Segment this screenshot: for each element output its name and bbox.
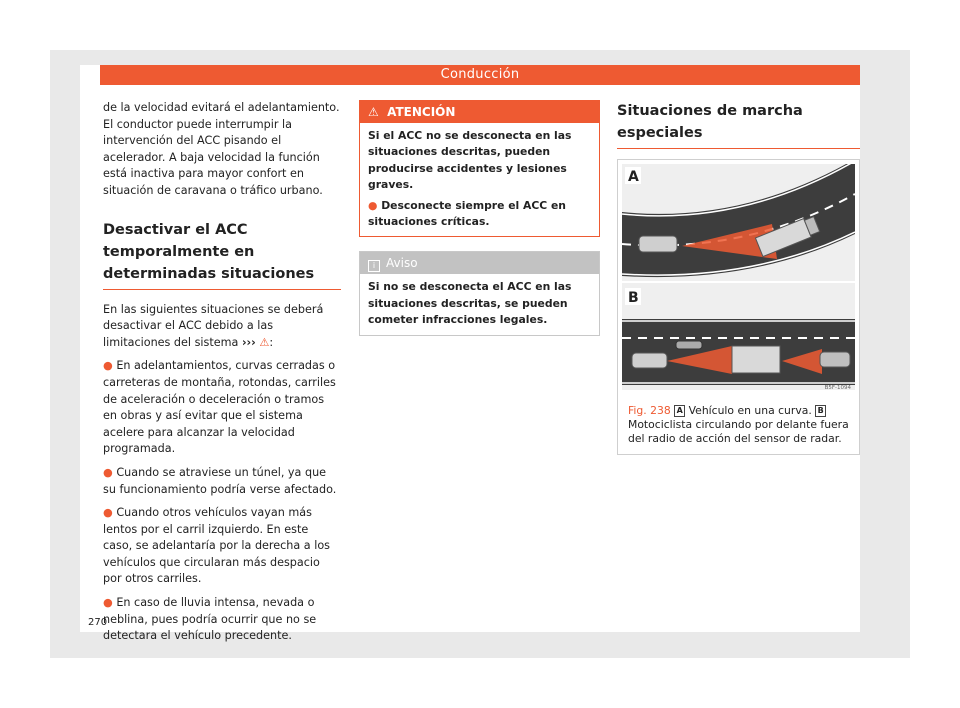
note-header: i Aviso — [360, 252, 599, 274]
panel-a-label: A — [628, 169, 639, 185]
lead-paragraph: En las siguientes situaciones se deberá desactivar el ACC debido a las limitaciones del sistema ››› ⚠: — [103, 302, 324, 349]
warning-triangle-icon: ⚠ — [259, 335, 270, 349]
column-left — [103, 100, 341, 645]
figure-code: B5F-1094 — [824, 385, 851, 390]
list-item: ● Cuando se atraviese un túnel, ya que su funcionamiento podría verse afectado. — [103, 465, 337, 496]
truck-icon — [732, 346, 780, 373]
list-item: ● En caso de lluvia intensa, nevada o neblina, pues podría ocurrir que no se detectara el vehículo precedente. — [103, 596, 317, 643]
bullet-icon: ● — [368, 198, 378, 212]
figure-caption: Fig. 238 A Vehículo en una curva. B Motociclista circulando por delante fuera del radio de acción del sensor de radar. — [628, 403, 849, 445]
car-icon — [820, 352, 850, 367]
column-right — [617, 100, 860, 455]
bullet-icon: ● — [103, 506, 113, 520]
bullet-icon: ● — [103, 359, 113, 373]
bullet-icon: ● — [103, 465, 113, 479]
list-item: ● Cuando otros vehículos vayan más lentos por el carril izquierdo. En este caso, se adelantaría por la derecha a los vehículos que circularan más despacio por otros carriles. — [103, 506, 331, 586]
warning-triangle-icon: ⚠ — [368, 105, 379, 119]
note-body: Si no se desconecta el ACC en las situaciones descritas, se pueden cometer infracciones legales. — [368, 280, 572, 327]
car-icon — [639, 236, 677, 252]
label-a-icon: A — [674, 405, 685, 417]
section-header: Conducción — [100, 65, 860, 85]
section-heading: Desactivar el ACC temporalmente en determinadas situaciones — [103, 219, 341, 290]
list-item: ● En adelantamientos, curvas cerradas o carreteras de montaña, rotondas, carriles de aceleración o deceleración o tramos en obras y así evitar que el sistema acelere para alcanzar la velocidad programada. — [103, 359, 336, 456]
driving-situations-illustration — [622, 164, 855, 390]
car-icon — [632, 353, 667, 368]
panel-b — [622, 283, 855, 390]
cross-reference[interactable]: ››› — [241, 335, 256, 349]
attention-header: ⚠ ATENCIÓN — [360, 101, 599, 123]
panel-b-label: B — [628, 290, 639, 306]
page-number: 270 — [88, 617, 108, 628]
column-middle — [359, 100, 600, 336]
attention-body: Si el ACC no se desconecta en las situaciones descritas, pueden producirse accidentes y lesiones graves. ● Desconecte siempre el ACC en situaciones críticas. — [368, 129, 572, 229]
panel-a — [622, 164, 855, 281]
attention-box — [359, 100, 600, 237]
bullet-icon: ● — [103, 596, 113, 610]
intro-paragraph: de la velocidad evitará el adelantamiento. El conductor puede interrumpir la intervención del ACC pisando el acelerador. A baja velocidad la función está inactiva para mayor confort en situación de caravana o tráfico urbano. — [103, 101, 340, 197]
label-b-icon: B — [815, 405, 826, 417]
section-heading: Situaciones de marcha especiales — [617, 100, 860, 149]
note-box — [359, 251, 600, 335]
info-icon: i — [368, 260, 380, 272]
motorcycle-icon — [676, 341, 702, 349]
figure — [617, 159, 860, 455]
